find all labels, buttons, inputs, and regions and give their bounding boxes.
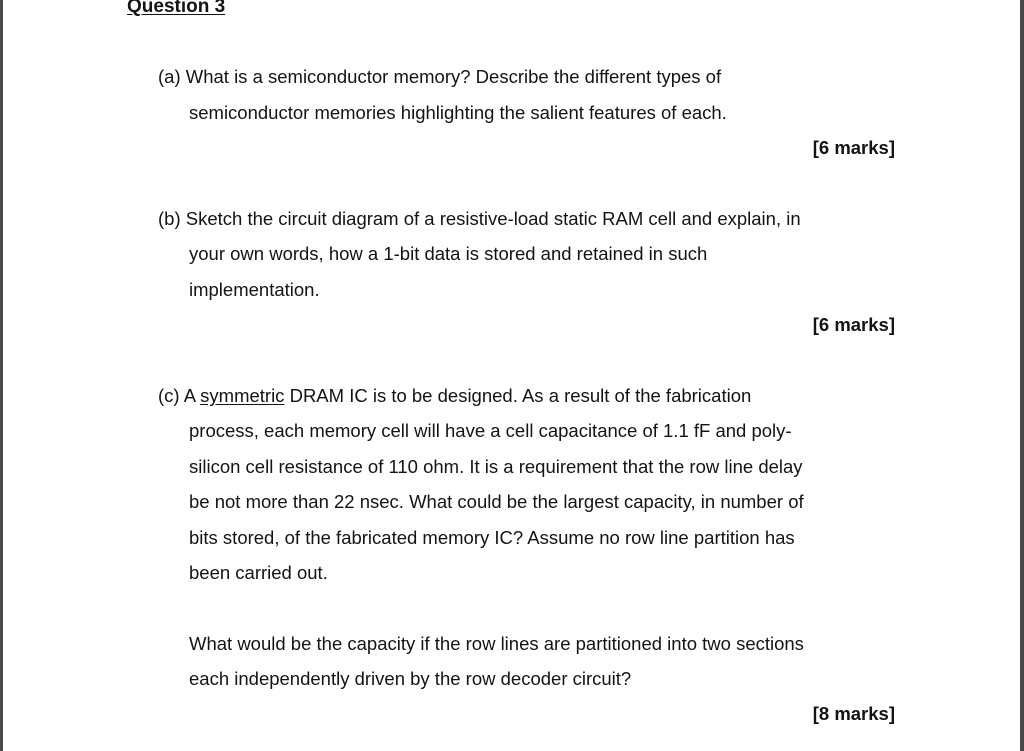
part-c-line-3: silicon cell resistance of 110 ohm. It is a requirement that the row line delay	[189, 456, 803, 477]
part-a-line-1: (a) What is a semiconductor memory? Describe the different types of	[158, 66, 722, 87]
question-title: Question 3	[127, 0, 226, 17]
part-a-line-2: semiconductor memories highlighting the salient features of each.	[189, 102, 727, 123]
part-c-line-5: bits stored, of the fabricated memory IC? Assume no row line partition has	[189, 527, 795, 548]
part-c-line-2: process, each memory cell will have a cell capacitance of 1.1 fF and poly-	[189, 420, 792, 441]
part-c-marks: [8 marks]	[812, 703, 895, 724]
part-c-line-8: each independently driven by the row decoder circuit?	[189, 668, 632, 689]
part-b-line-1: (b) Sketch the circuit diagram of a resistive-load static RAM cell and explain, in	[158, 208, 801, 229]
part-c-line-1	[158, 385, 751, 407]
symmetric-underlined-word: symmetric	[200, 385, 285, 406]
part-c-line-4: be not more than 22 nsec. What could be the largest capacity, in number of	[189, 491, 804, 512]
part-b-marks: [6 marks]	[812, 314, 895, 335]
part-b-line-2: your own words, how a 1-bit data is stored and retained in such	[189, 243, 708, 264]
part-c-line-1-suffix: DRAM IC is to be designed. As a result of the fabrication	[284, 385, 752, 406]
page-border-left	[0, 0, 3, 751]
part-c-line-1-prefix: (c) A	[158, 385, 201, 406]
part-a-marks: [6 marks]	[812, 137, 895, 158]
part-c-line-6: been carried out.	[189, 562, 328, 583]
part-c-line-7: What would be the capacity if the row lines are partitioned into two sections	[189, 633, 804, 654]
part-b-line-3: implementation.	[189, 279, 320, 300]
page-border-right	[1020, 0, 1024, 751]
